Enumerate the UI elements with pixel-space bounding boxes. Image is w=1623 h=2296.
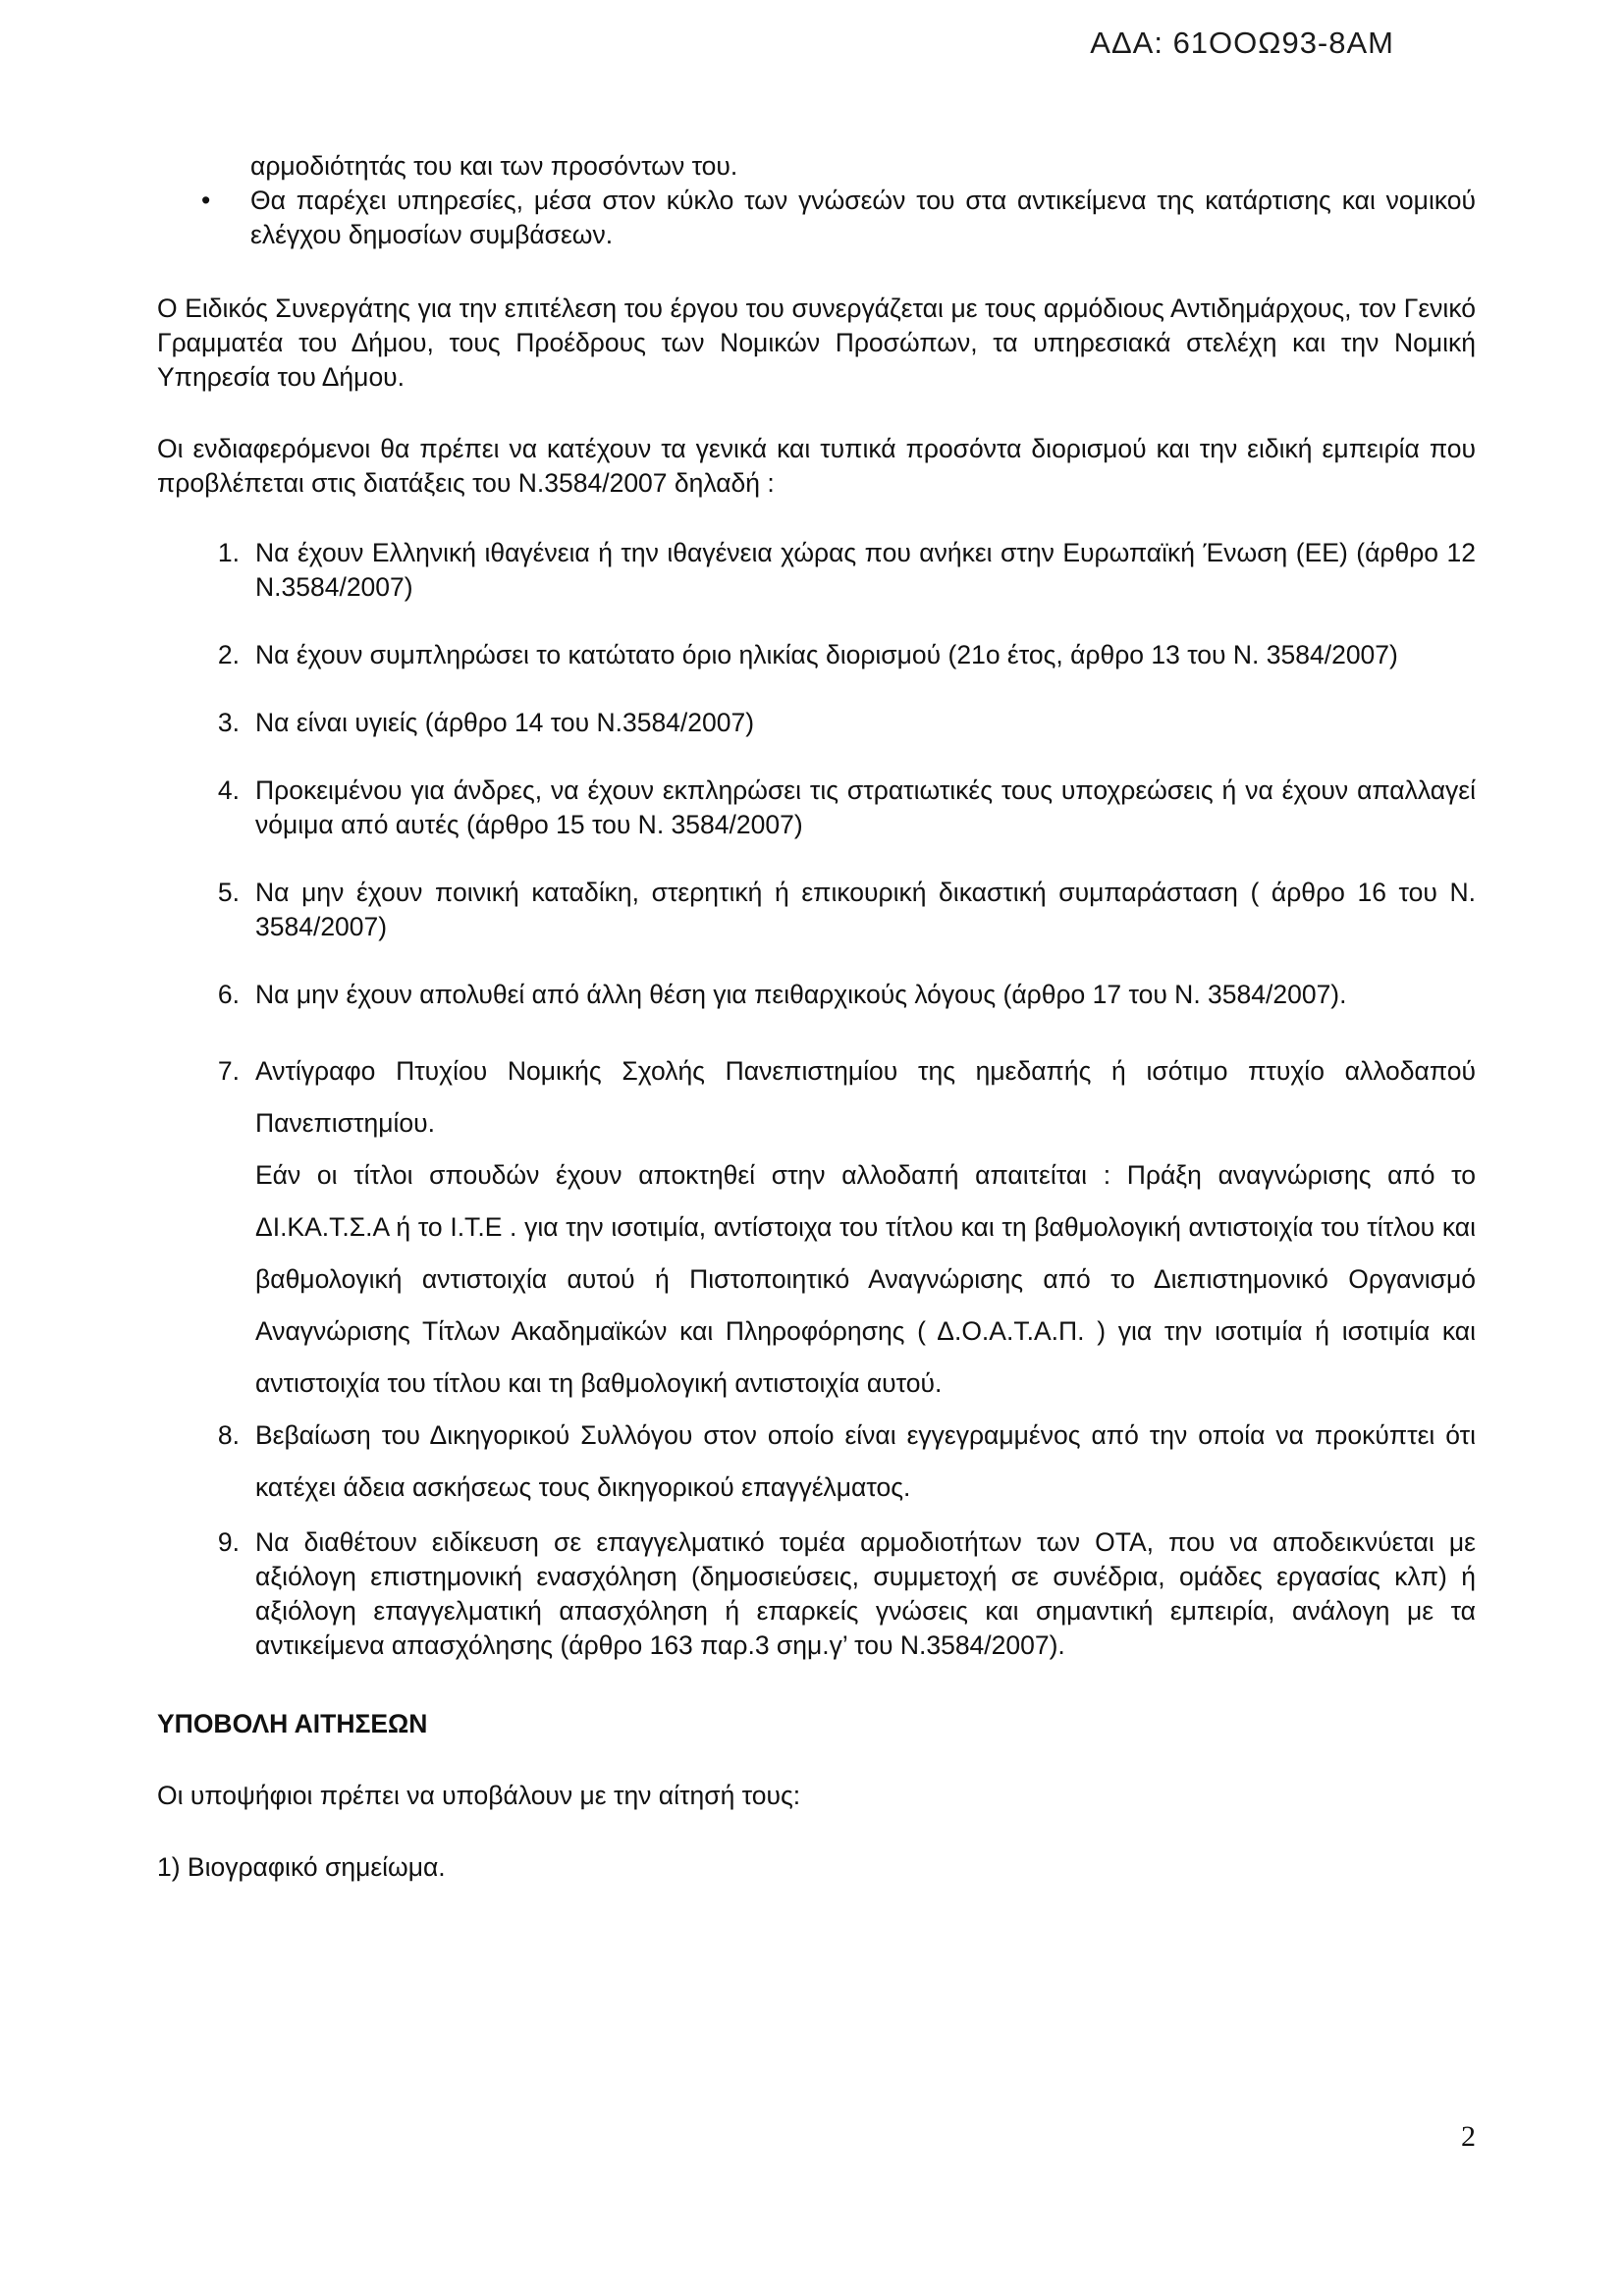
collaboration-paragraph: Ο Ειδικός Συνεργάτης για την επιτέλεση του έργου του συνεργάζεται με τους αρμόδιους Αντιδημάρχους, τον Γενικό Γραμματέα του Δήμου, τους Προέδρους των Νομικών Προσώπων, τα υπηρεσιακά στελέχη και την Νομική Υπηρεσία του Δήμου.: [157, 294, 1476, 392]
list-item-number: 6.: [217, 980, 240, 1009]
list-item-number: 4.: [217, 775, 240, 805]
list-item-text: Να μην έχουν απολυθεί από άλλη θέση για πειθαρχικούς λόγους (άρθρο 17 του Ν. 3584/2007).: [255, 980, 1347, 1009]
bullet-text: Θα παρέχει υπηρεσίες, μέσα στον κύκλο των γνώσεών του στα αντικείμενα της κατάρτισης και νομικού ελέγχου δημοσίων συμβάσεων.: [250, 186, 1476, 249]
list-item: [157, 1525, 1476, 1663]
list-item-text: Να είναι υγιείς (άρθρο 14 του Ν.3584/2007): [255, 708, 755, 737]
list-item-text: Να διαθέτουν ειδίκευση σε επαγγελματικό τομέα αρμοδιοτήτων των ΟΤΑ, που να αποδεικνύεται με αξιόλογη επιστημονική ενασχόληση (δημοσιεύσεις, συμμετοχή σε συνέδρια, ομάδες εργασίας κλπ) ή αξιόλογη επαγγελματική απασχόληση ή επαρκείς γνώσεις και σημαντική εμπειρία, ανάλογη με τα αντικείμενα απασχόλησης (άρθρο 163 παρ.3 σημ.γ’ του Ν.3584/2007).: [255, 1527, 1476, 1660]
list-item-number: 9.: [217, 1527, 240, 1557]
list-item-number: 8.: [217, 1420, 240, 1450]
list-item: [157, 1045, 1476, 1410]
submission-item: 1) Βιογραφικό σημείωμα.: [157, 1852, 446, 1882]
requirements-intro-paragraph: Οι ενδιαφερόμενοι θα πρέπει να κατέχουν τα γενικά και τυπικά προσόντα διορισμού και την ειδική εμπειρία που προβλέπεται στις διατάξεις του Ν.3584/2007 δηλαδή :: [157, 434, 1476, 498]
document-body: [157, 149, 1476, 1885]
list-item-number: 1.: [217, 538, 240, 567]
bullet-item: [201, 184, 1476, 252]
list-item-number: 5.: [217, 878, 240, 907]
list-item-number: 7.: [217, 1056, 240, 1086]
list-item: [157, 706, 1476, 740]
continuation-line: αρμοδιότητάς του και των προσόντων του.: [250, 151, 738, 181]
list-item: [157, 536, 1476, 605]
bullet-icon: •: [201, 186, 211, 215]
list-item-number: 3.: [217, 708, 240, 737]
requirements-list: [157, 536, 1476, 1663]
list-item-text: Να έχουν Ελληνική ιθαγένεια ή την ιθαγένεια χώρας που ανήκει στην Ευρωπαϊκή Ένωση (ΕΕ) (άρθρο 12 Ν.3584/2007): [255, 538, 1476, 602]
list-item: [157, 774, 1476, 842]
ada-code: ΑΔΑ: 61ΟΟΩ93-8ΑΜ: [1090, 26, 1394, 60]
list-item-note: Εάν οι τίτλοι σπουδών έχουν αποκτηθεί στην αλλοδαπή απαιτείται : Πράξη αναγνώρισης από το ΔΙ.ΚΑ.Τ.Σ.Α ή το Ι.Τ.Ε . για την ισοτιμία, αντίστοιχα του τίτλου και τη βαθμολογική αντιστοιχία του τίτλου και βαθμολογική αντιστοιχία αυτού ή Πιστοποιητικό Αναγνώρισης από το Διεπιστημονικό Οργανισμό Αναγνώρισης Τίτλων Ακαδημαϊκών και Πληροφόρησης ( Δ.Ο.Α.Τ.Α.Π. ) για την ισοτιμία ή ισοτιμία και αντιστοιχία του τίτλου και τη βαθμολογική αντιστοιχία αυτού.: [255, 1160, 1476, 1398]
list-item-text: Προκειμένου για άνδρες, να έχουν εκπληρώσει τις στρατιωτικές τους υποχρεώσεις ή να έχουν απαλλαγεί νόμιμα από αυτές (άρθρο 15 του Ν. 3584/2007): [255, 775, 1476, 839]
list-item: [157, 978, 1476, 1012]
list-item-text: Αντίγραφο Πτυχίου Νομικής Σχολής Πανεπιστημίου της ημεδαπής ή ισότιμο πτυχίο αλλοδαπού Πανεπιστημίου.: [255, 1056, 1476, 1138]
list-item-text: Να μην έχουν ποινική καταδίκη, στερητική ή επικουρική δικαστική συμπαράσταση ( άρθρο 16 του Ν. 3584/2007): [255, 878, 1476, 941]
list-item-body: [255, 1045, 1476, 1410]
list-item: [157, 876, 1476, 944]
list-item: [157, 1410, 1476, 1514]
list-item-text: Να έχουν συμπληρώσει το κατώτατο όριο ηλικίας διορισμού (21ο έτος, άρθρο 13 του Ν. 3584/2007): [255, 640, 1398, 669]
submission-intro: Οι υποψήφιοι πρέπει να υποβάλουν με την αίτησή τους:: [157, 1781, 801, 1810]
list-item-number: 2.: [217, 640, 240, 669]
page-number: 2: [1461, 2120, 1476, 2153]
list-item: [157, 638, 1476, 672]
section-heading: ΥΠΟΒΟΛΗ ΑΙΤΗΣΕΩΝ: [157, 1709, 428, 1738]
list-item-text: Βεβαίωση του Δικηγορικού Συλλόγου στον οποίο είναι εγγεγραμμένος από την οποία να προκύπτει ότι κατέχει άδεια ασκήσεως τους δικηγορικού επαγγέλματος.: [255, 1420, 1476, 1502]
